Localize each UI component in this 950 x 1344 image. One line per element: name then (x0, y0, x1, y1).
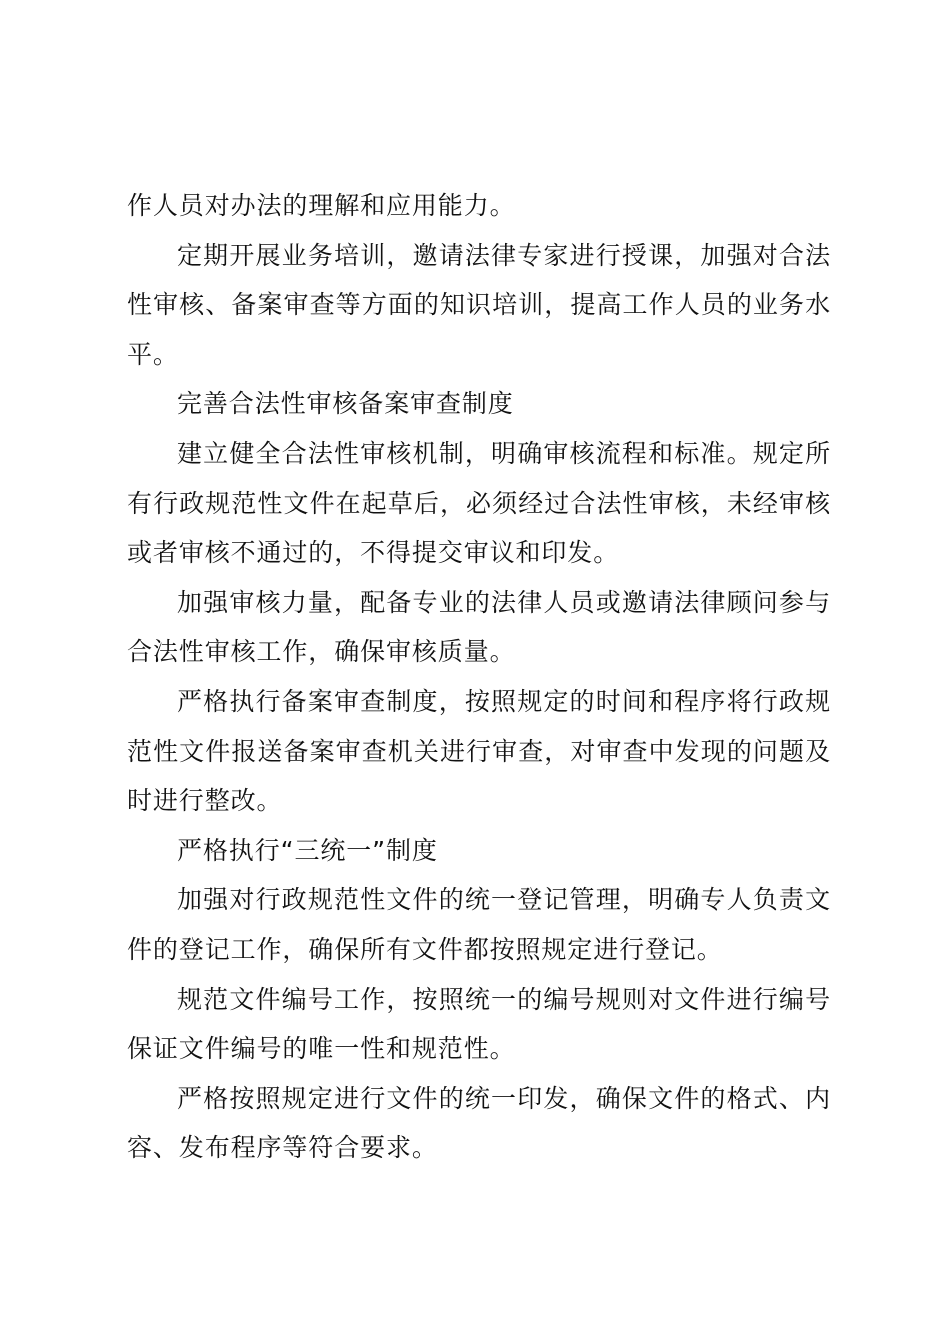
paragraph-4: 建立健全合法性审核机制，明确审核流程和标准。规定所有行政规范性文件在起草后，必须经过合法性审核，未经审核或者审核不通过的，不得提交审议和印发。 (127, 438, 831, 568)
paragraph-5: 加强审核力量，配备专业的法律人员或邀请法律顾问参与合法性审核工作，确保审核质量。 (127, 587, 831, 667)
paragraph-1: 作人员对办法的理解和应用能力。 (127, 191, 516, 220)
paragraph-8: 加强对行政规范性文件的统一登记管理，明确专人负责文件的登记工作，确保所有文件都按照规定进行登记。 (127, 885, 831, 964)
paragraph-2: 定期开展业务培训，邀请法律专家进行授课，加强对合法性审核、备案审查等方面的知识培训，提高工作人员的业务水平。 (127, 240, 831, 369)
paragraph-10: 严格按照规定进行文件的统一印发，确保文件的格式、内容、发布程序等符合要求。 (127, 1083, 831, 1163)
paragraph-9: 规范文件编号工作，按照统一的编号规则对文件进行编号保证文件编号的唯一性和规范性。 (127, 984, 831, 1064)
section-heading-review: 完善合法性审核备案审查制度 (177, 389, 514, 419)
section-heading-three-unified: 严格执行“三统一”制度 (177, 835, 438, 865)
paragraph-6: 严格执行备案审查制度，按照规定的时间和程序将行政规范性文件报送备案审查机关进行审查，对审查中发现的问题及时进行整改。 (127, 686, 831, 816)
document-body (127, 181, 831, 1173)
